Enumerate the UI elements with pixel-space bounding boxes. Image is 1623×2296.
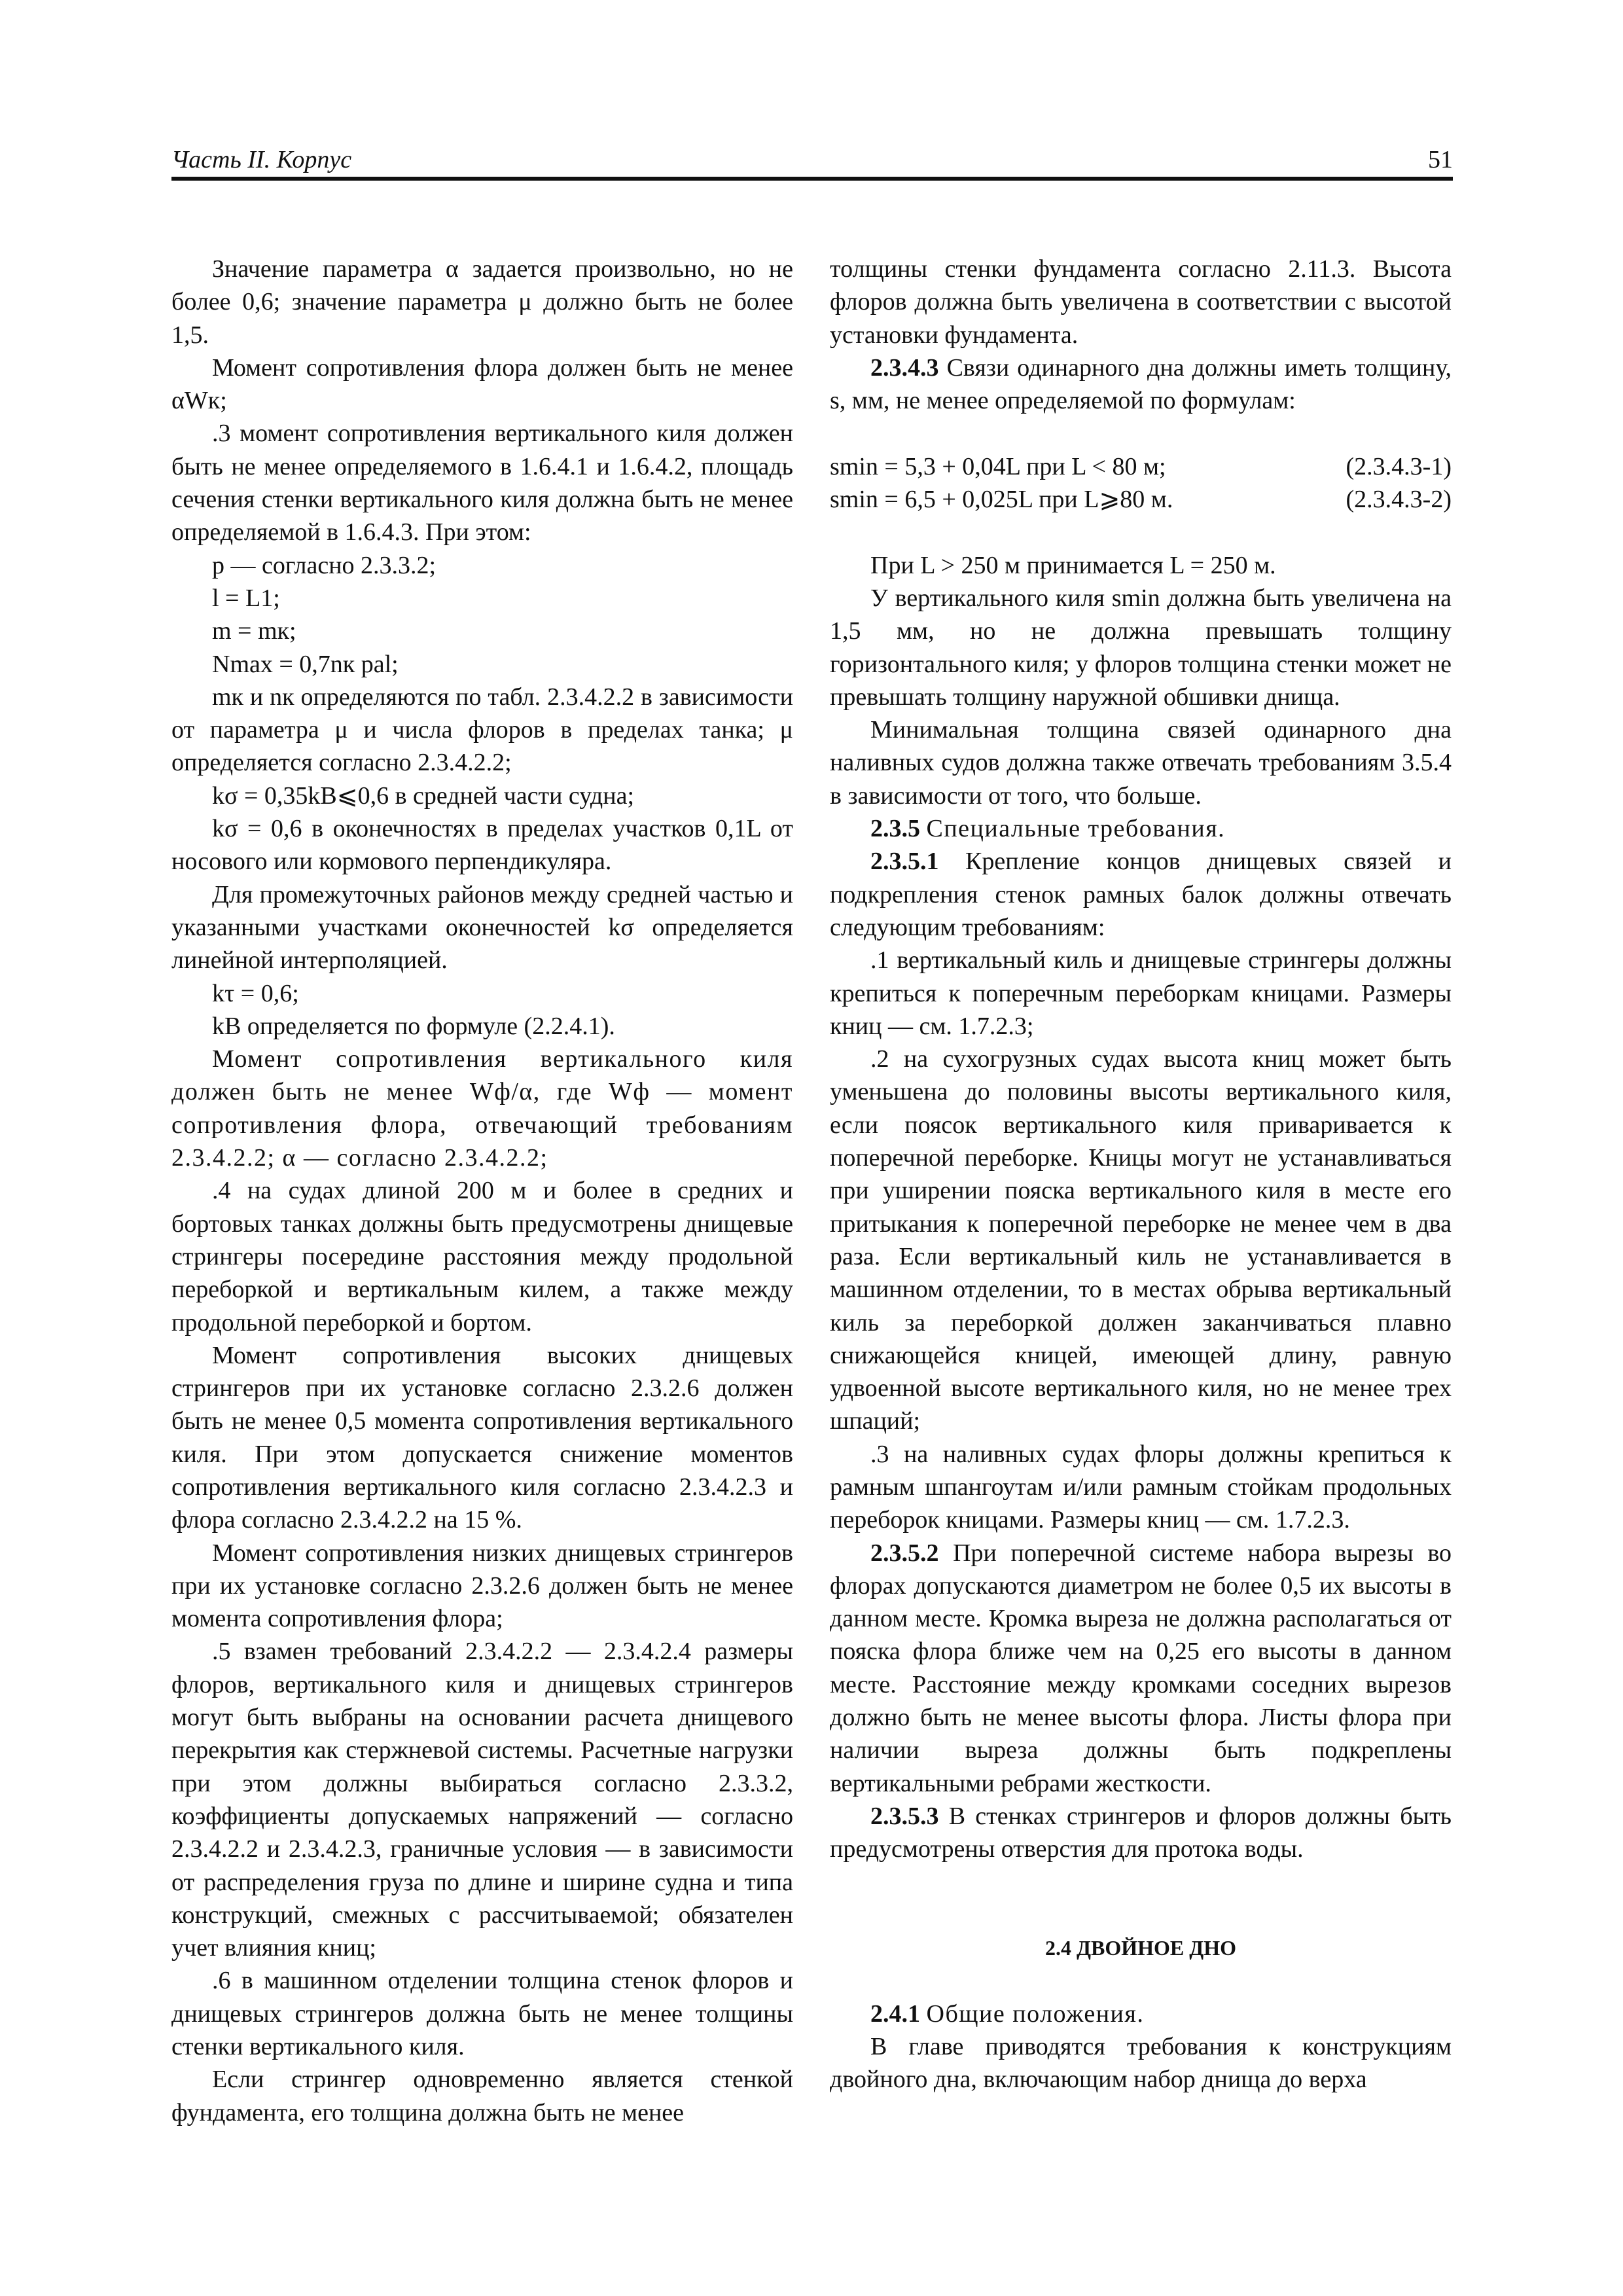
clause-heading: Общие положения. [926,2000,1145,2028]
paragraph: .2 на сухогрузных судах высота книц может быть уменьшена до половины высоты вертикального киля, если поясок вертикального киля приваривается к поперечной переборке. Кницы могут не устанавливаться при уширении пояска вертикального киля в месте его притыкания к поперечной переборке не менее чем в два раза. Если вертикальный киль не устанавливается в машинном отделении, то в местах обрыва вертикальный киль за переборкой должен заканчиваться плавно снижающейся кницей, имеющей длину, равную удвоенной высоте вертикального киля, но не менее трех шпаций; [830,1045,1452,1435]
formula-number: (2.3.4.3-1) [1346,452,1452,480]
clause-text: При поперечной системе набора вырезы во флорах допускаются диаметром не более 0,5 их высоты в данном месте. Кромка выреза не должна располагаться от пояска флора ближе чем на 0,25 его высоты в данном месте. Расстояние между кромками соседних вырезов должно быть не менее высоты флора. Листы флора при наличии выреза должны быть подкреплены вертикальными ребрами жесткости. [830,1539,1452,1797]
clause-text: Связи одинарного дна должны иметь толщину, s, мм, не менее определяемой по формулам: [830,353,1452,415]
page-header [171,145,1453,179]
paragraph [830,845,1452,944]
paragraph: m = mк; [212,617,296,645]
left-column [171,253,793,2129]
paragraph [830,812,1452,845]
paragraph: .6 в машинном отделении толщина стенок флоров и днищевых стрингеров должна быть не менее толщины стенки вертикального киля. [171,1967,793,2061]
spacer [830,516,1452,548]
paragraph: Момент сопротивления флора должен быть не менее αWк; [171,353,793,415]
clause-number: 2.3.5.1 [870,848,939,876]
section-title: 2.4 ДВОЙНОЕ ДНО [1044,1936,1237,1960]
formula-number: (2.3.4.3-2) [1346,486,1452,514]
page-number: 51 [1428,146,1453,173]
paragraph [830,1537,1452,1800]
paragraph: Момент сопротивления низких днищевых стрингеров при их установке согласно 2.3.2.6 должен быть не менее момента сопротивления флора; [171,1539,793,1633]
paragraph: Если стрингер одновременно является стенкой фундамента, его толщина должна быть не менее [171,2066,793,2126]
paragraph: толщины стенки фундамента согласно 2.11.3. Высота флоров должна быть увеличена в соответствии с высотой установки фундамента. [830,255,1452,349]
paragraph: kτ = 0,6; [212,979,299,1007]
spacer [830,417,1452,450]
paragraph: Момент сопротивления вертикального киля должен быть не менее Wф/α, где Wф — момент сопротивления флора, отвечающий требованиям 2.3.4.2.2; α — согласно 2.3.4.2.2; [171,1045,793,1172]
spacer [830,1899,1452,1931]
clause-text: Крепление концов днищевых связей и подкрепления стенок рамных балок должны отвечать следующим требованиям: [830,848,1452,941]
paragraph [830,351,1452,418]
clause-text: В стенках стрингеров и флоров должны быть предусмотрены отверстия для протока воды. [830,1802,1452,1863]
paragraph: .1 вертикальный киль и днищевые стрингеры должны крепиться к поперечным переборкам кницами. Размеры книц — см. 1.7.2.3; [830,946,1452,1040]
paragraph: Nmax = 0,7nк pal; [212,650,399,678]
formula-row [830,483,1452,516]
paragraph: .4 на судах длиной 200 м и более в средних и бортовых танках должны быть предусмотрены днищевые стрингеры посередине расстояния между продольной переборкой и вертикальным килем, а также между продольной переборкой и бортом. [171,1177,793,1336]
paragraph: Минимальная толщина связей одинарного дна наливных судов должна также отвечать требованиям 3.5.4 в зависимости от того, что больше. [830,716,1452,810]
paragraph [830,1998,1452,2030]
header-rule [171,177,1453,181]
paragraph: .3 момент сопротивления вертикального киля должен быть не менее определяемого в 1.6.4.1 и 1.6.4.2, площадь сечения стенки вертикального киля должна быть не менее определяемой в 1.6.4.3. При этом: [171,420,793,547]
formula: smin = 6,5 + 0,025L при L⩾80 м. [830,486,1173,514]
formula: smin = 5,3 + 0,04L при L < 80 м; [830,452,1166,480]
spacer [830,1866,1452,1899]
paragraph: Для промежуточных районов между средней частью и указанными участками оконечностей kσ определяется линейной интерполяцией. [171,880,793,975]
paragraph: mк и nк определяются по табл. 2.3.4.2.2 в зависимости от параметра μ и числа флоров в пределах танка; μ определяется согласно 2.3.4.2.2; [171,683,793,777]
paragraph: Момент сопротивления высоких днищевых стрингеров при их установке согласно 2.3.2.6 должен быть не менее 0,5 момента сопротивления вертикального киля. При этом допускается снижение моментов сопротивления вертикального киля согласно 2.3.4.2.3 и флора согласно 2.3.4.2.2 на 15 %. [171,1341,793,1534]
paragraph: kσ = 0,35kB⩽0,6 в средней части судна; [212,781,634,810]
clause-number: 2.3.4.3 [870,353,939,382]
paragraph: kσ = 0,6 в оконечностях в пределах участков 0,1L от носового или кормового перпендикуляра. [171,815,793,876]
spacer [830,1964,1452,1997]
paragraph: .3 на наливных судах флоры должны крепиться к рамным шпангоутам и/или рамным стойкам продольных переборок кницами. Размеры книц — см. 1.7.2.3. [830,1440,1452,1534]
formula-row [830,450,1452,483]
clause-number: 2.4.1 [870,2000,920,2028]
paragraph [830,1800,1452,1866]
clause-number: 2.3.5.2 [870,1539,939,1567]
running-title: Часть II. Корпус [171,146,352,173]
clause-number: 2.3.5.3 [870,1802,939,1830]
clause-heading: Специальные требования. [926,815,1226,843]
paragraph: l = L1; [212,584,280,612]
paragraph: .5 взамен требований 2.3.4.2.2 — 2.3.4.2.4 размеры флоров, вертикального киля и днищевых стрингеров могут быть выбраны на основании расчета днищевого перекрытия как стержневой системы. Расчетные нагрузки при этом должны выбираться согласно 2.3.3.2, коэффициенты допускаемых напряжений — согласно 2.3.4.2.2 и 2.3.4.2.3, граничные условия — в зависимости от распределения груза по длине и ширине судна и типа конструкций, смежных с рассчитываемой; обязателен учет влияния книц; [171,1638,793,1962]
paragraph: У вертикального киля smin должна быть увеличена на 1,5 мм, но не должна превышать толщину горизонтального киля; у флоров толщина стенки может не превышать толщину наружной обшивки днища. [830,584,1452,711]
right-column [830,253,1452,2096]
paragraph: kB определяется по формуле (2.2.4.1). [212,1012,615,1040]
clause-number: 2.3.5 [870,815,920,843]
paragraph: p — согласно 2.3.3.2; [212,551,437,579]
paragraph: В главе приводятся требования к конструкциям двойного дна, включающим набор днища до верха [830,2033,1452,2094]
paragraph: При L > 250 м принимается L = 250 м. [870,551,1276,579]
paragraph: Значение параметра α задается произвольно, но не более 0,6; значение параметра μ должно быть не более 1,5. [171,255,793,349]
